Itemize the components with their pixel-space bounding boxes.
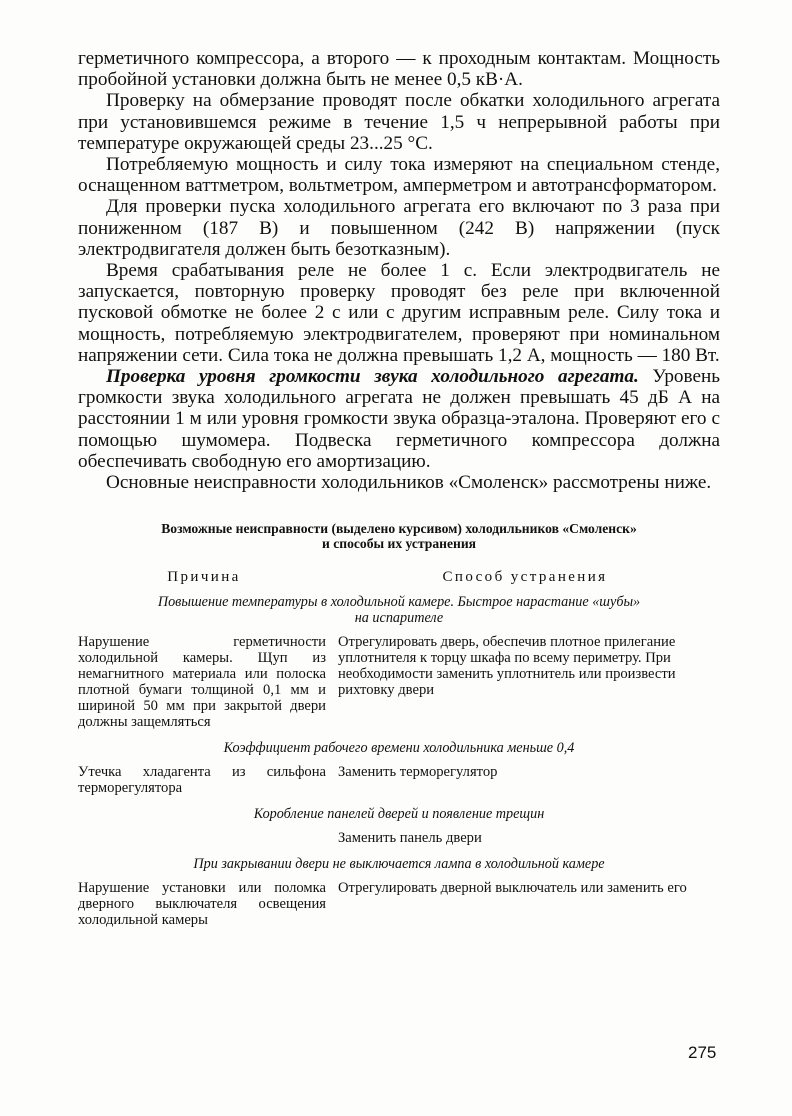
paragraph-6	[78, 366, 720, 472]
paragraph-4: Для проверки пуска холодильного агрегата его включают по 3 раза при пониженном (187 В) и повышенном (242 В) напряжении (пуск электродвигателя должен быть безотказным).	[78, 196, 720, 260]
page-number: 275	[688, 1043, 717, 1062]
table-title-line-2: и способы их устранения	[321, 536, 477, 552]
cause-cell: Нарушение герметичности холодильной камеры. Щуп из немагнитного материала или полоска плотной бумаги толщиной 0,1 мм и шириной 50 мм при закрытой двери должны защемляться	[78, 634, 326, 731]
fault-heading: Коробление панелей дверей и появление трещин	[253, 806, 545, 823]
fault-group-3	[78, 806, 720, 846]
paragraph-6-heading: Проверка уровня громкости звука холодильного агрегата.	[106, 366, 639, 388]
paragraph-1: герметичного компрессора, а второго — к проходным контактам. Мощность пробойной установки должна быть не менее 0,5 кВ·А.	[78, 48, 720, 91]
cause-cell: Утечка хладагента из сильфона терморегулятора	[78, 764, 326, 797]
table-row	[78, 880, 720, 928]
table-column-headers	[78, 569, 720, 586]
table-title	[78, 521, 720, 551]
table-row	[78, 634, 720, 730]
fix-cell: Отрегулировать дверь, обеспечив плотное прилегание уплотнителя к торцу шкафа по всему периметру. При необходимости заменить уплотнитель или произвести рихтовку двери	[338, 634, 676, 699]
fault-heading	[78, 594, 720, 626]
fault-group-1	[78, 594, 720, 730]
fault-group-2	[78, 740, 720, 796]
fix-cell: Заменить панель двери	[338, 830, 482, 847]
column-header-cause: Причина	[167, 569, 241, 586]
paragraph-6-text: Уровень громкости звука холодильного агрегата не должен превышать 45 дБ А на расстоянии 1 м или уровня громкости звука образца-эталона. Проверяют его с помощью шумомера. Подвеска герметичного компрессора должна обеспечивать свободную его амортизацию.	[78, 366, 721, 472]
column-header-fix: Способ устранения	[442, 569, 608, 586]
cause-cell	[78, 830, 338, 846]
table-row	[78, 830, 720, 846]
paragraph-7: Основные неисправности холодильников «Смоленск» рассмотрены ниже.	[106, 472, 712, 494]
paragraph-2: Проверку на обмерзание проводят после обкатки холодильного агрегата при установившемся режиме в течение 1,5 ч непрерывной работы при температуре окружающей среды 23...25 °С.	[78, 90, 720, 154]
fault-heading-line-2: на испарителе	[354, 610, 444, 627]
fault-heading: При закрывании двери не выключается лампа в холодильной камере	[193, 856, 605, 873]
table-title-line-1: Возможные неисправности (выделено курсивом) холодильников «Смоленск»	[161, 521, 637, 537]
cause-cell: Нарушение установки или поломка дверного выключателя освещения холодильной камеры	[78, 880, 326, 929]
fault-group-4	[78, 856, 720, 928]
fault-heading-line-1: Повышение температуры в холодильной камере. Быстрое нарастание «шубы»	[157, 594, 641, 611]
fault-heading: Коэффициент рабочего времени холодильника меньше 0,4	[223, 740, 575, 757]
fix-cell: Заменить терморегулятор	[338, 764, 498, 781]
table-row	[78, 764, 720, 796]
page-content	[78, 48, 720, 928]
paragraph-3: Потребляемую мощность и силу тока измеряют на специальном стенде, оснащенном ваттметром, вольтметром, амперметром и автотрансформатором.	[78, 154, 720, 197]
paragraph-5: Время срабатывания реле не более 1 с. Если электродвигатель не запускается, повторную проверку проводят без реле при включенной пусковой обмотке не более 2 с или с другим исправным реле. Силу тока и мощность, потребляемую электродвигателем, проверяют при номинальном напряжении сети. Сила тока не должна превышать 1,2 А, мощность — 180 Вт.	[78, 260, 720, 366]
fix-cell: Отрегулировать дверной выключатель или заменить его	[338, 880, 687, 897]
